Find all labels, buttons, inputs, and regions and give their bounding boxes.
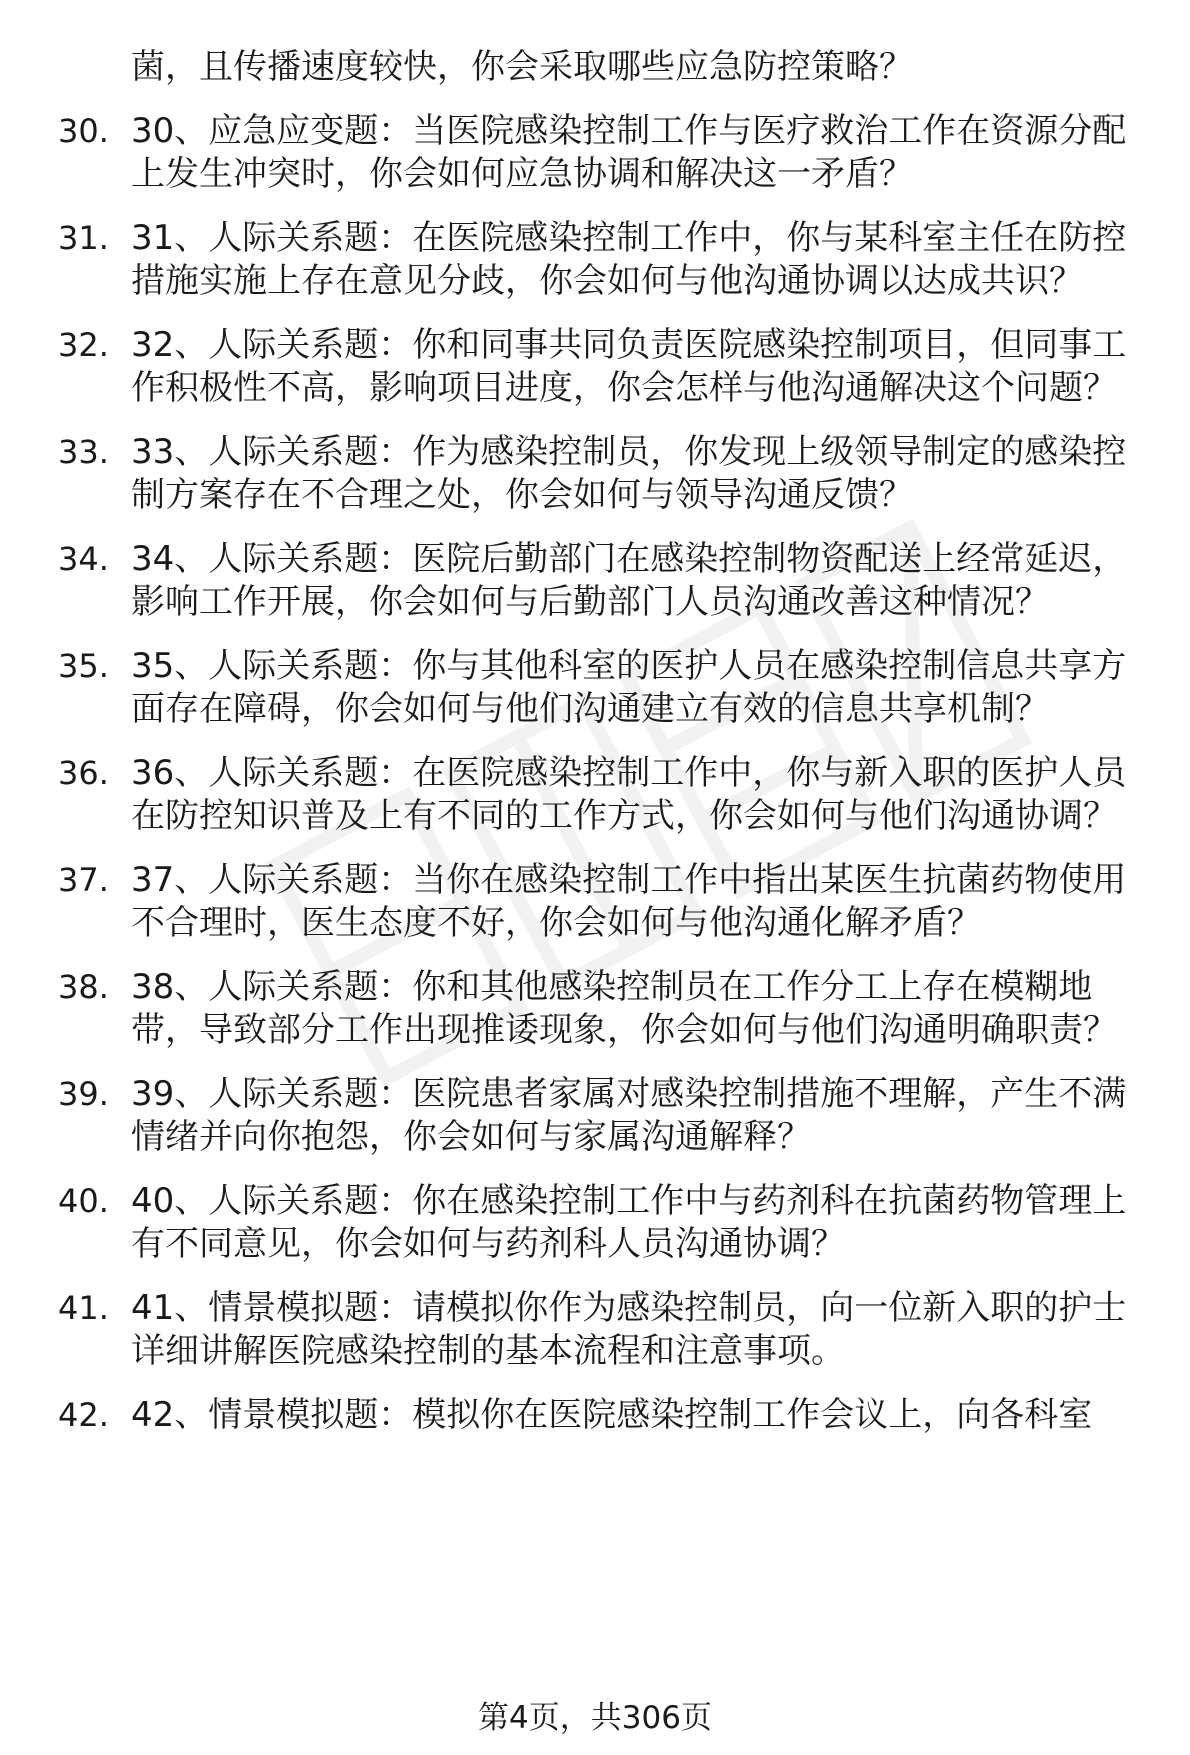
item-number: 33. <box>58 433 109 471</box>
item-number: 40. <box>58 1182 109 1220</box>
item-number: 32. <box>58 326 109 364</box>
item-number: 30. <box>58 112 109 150</box>
list-item <box>58 1073 1158 1159</box>
list-item <box>58 1180 1158 1266</box>
item-text: 33、人际关系题：作为感染控制员，你发现上级领导制定的感染控制方案存在不合理之处，你会如何与领导沟通反馈？ <box>131 432 1127 515</box>
item-text: 42、情景模拟题：模拟你在医院感染控制工作会议上，向各科室 <box>131 1395 1093 1435</box>
item-text: 31、人际关系题：在医院感染控制工作中，你与某科室主任在防控措施实施上存在意见分歧，你会如何与他沟通协调以达成共识？ <box>131 218 1127 301</box>
item-number: 31. <box>58 219 109 257</box>
item-number: 38. <box>58 968 109 1006</box>
item-text: 39、人际关系题：医院患者家属对感染控制措施不理解，产生不满情绪并向你抱怨，你会如何与家属沟通解释？ <box>131 1074 1127 1157</box>
list-item <box>58 217 1158 303</box>
item-text: 35、人际关系题：你与其他科室的医护人员在感染控制信息共享方面存在障碍，你会如何与他们沟通建立有效的信息共享机制？ <box>131 646 1127 729</box>
item-number: 36. <box>58 754 109 792</box>
page-footer: 第4页，共306页 <box>478 1700 712 1736</box>
list-item <box>58 966 1158 1052</box>
item-text: 34、人际关系题：医院后勤部门在感染控制物资配送上经常延迟，影响工作开展，你会如何与后勤部门人员沟通改善这种情况？ <box>131 539 1127 622</box>
list-item <box>58 538 1158 624</box>
item-number: 34. <box>58 540 109 578</box>
list-item <box>58 859 1158 945</box>
item-text: 40、人际关系题：你在感染控制工作中与药剂科在抗菌药物管理上有不同意见，你会如何与药剂科人员沟通协调？ <box>131 1181 1127 1264</box>
list-item <box>58 1287 1158 1373</box>
item-text: 38、人际关系题：你和其他感染控制员在工作分工上存在模糊地带，导致部分工作出现推诿现象，你会如何与他们沟通明确职责？ <box>131 967 1117 1050</box>
document-content <box>58 46 1158 1437</box>
item-number: 39. <box>58 1075 109 1113</box>
item-number: 41. <box>58 1289 109 1327</box>
item-number: 42. <box>58 1396 109 1434</box>
list-item <box>58 1394 1158 1437</box>
item-text: 32、人际关系题：你和同事共同负责医院感染控制项目，但同事工作积极性不高，影响项目进度，你会怎样与他沟通解决这个问题？ <box>131 325 1127 408</box>
list-item <box>58 431 1158 517</box>
list-item <box>58 324 1158 410</box>
continuation-text: 菌，且传播速度较快，你会采取哪些应急防控策略？ <box>131 47 913 87</box>
item-text: 41、情景模拟题：请模拟你作为感染控制员，向一位新入职的护士详细讲解医院感染控制的基本流程和注意事项。 <box>131 1288 1127 1371</box>
list-item <box>58 110 1158 196</box>
item-text: 36、人际关系题：在医院感染控制工作中，你与新入职的医护人员在防控知识普及上有不同的工作方式，你会如何与他们沟通协调？ <box>131 753 1127 836</box>
item-number: 37. <box>58 861 109 899</box>
list-item <box>58 645 1158 731</box>
item-number: 35. <box>58 647 109 685</box>
item-text: 30、应急应变题：当医院感染控制工作与医疗救治工作在资源分配上发生冲突时，你会如何应急协调和解决这一矛盾？ <box>131 111 1127 194</box>
question-list <box>58 110 1158 1437</box>
item-text: 37、人际关系题：当你在感染控制工作中指出某医生抗菌药物使用不合理时，医生态度不好，你会如何与他沟通化解矛盾？ <box>131 860 1127 943</box>
list-item <box>58 752 1158 838</box>
